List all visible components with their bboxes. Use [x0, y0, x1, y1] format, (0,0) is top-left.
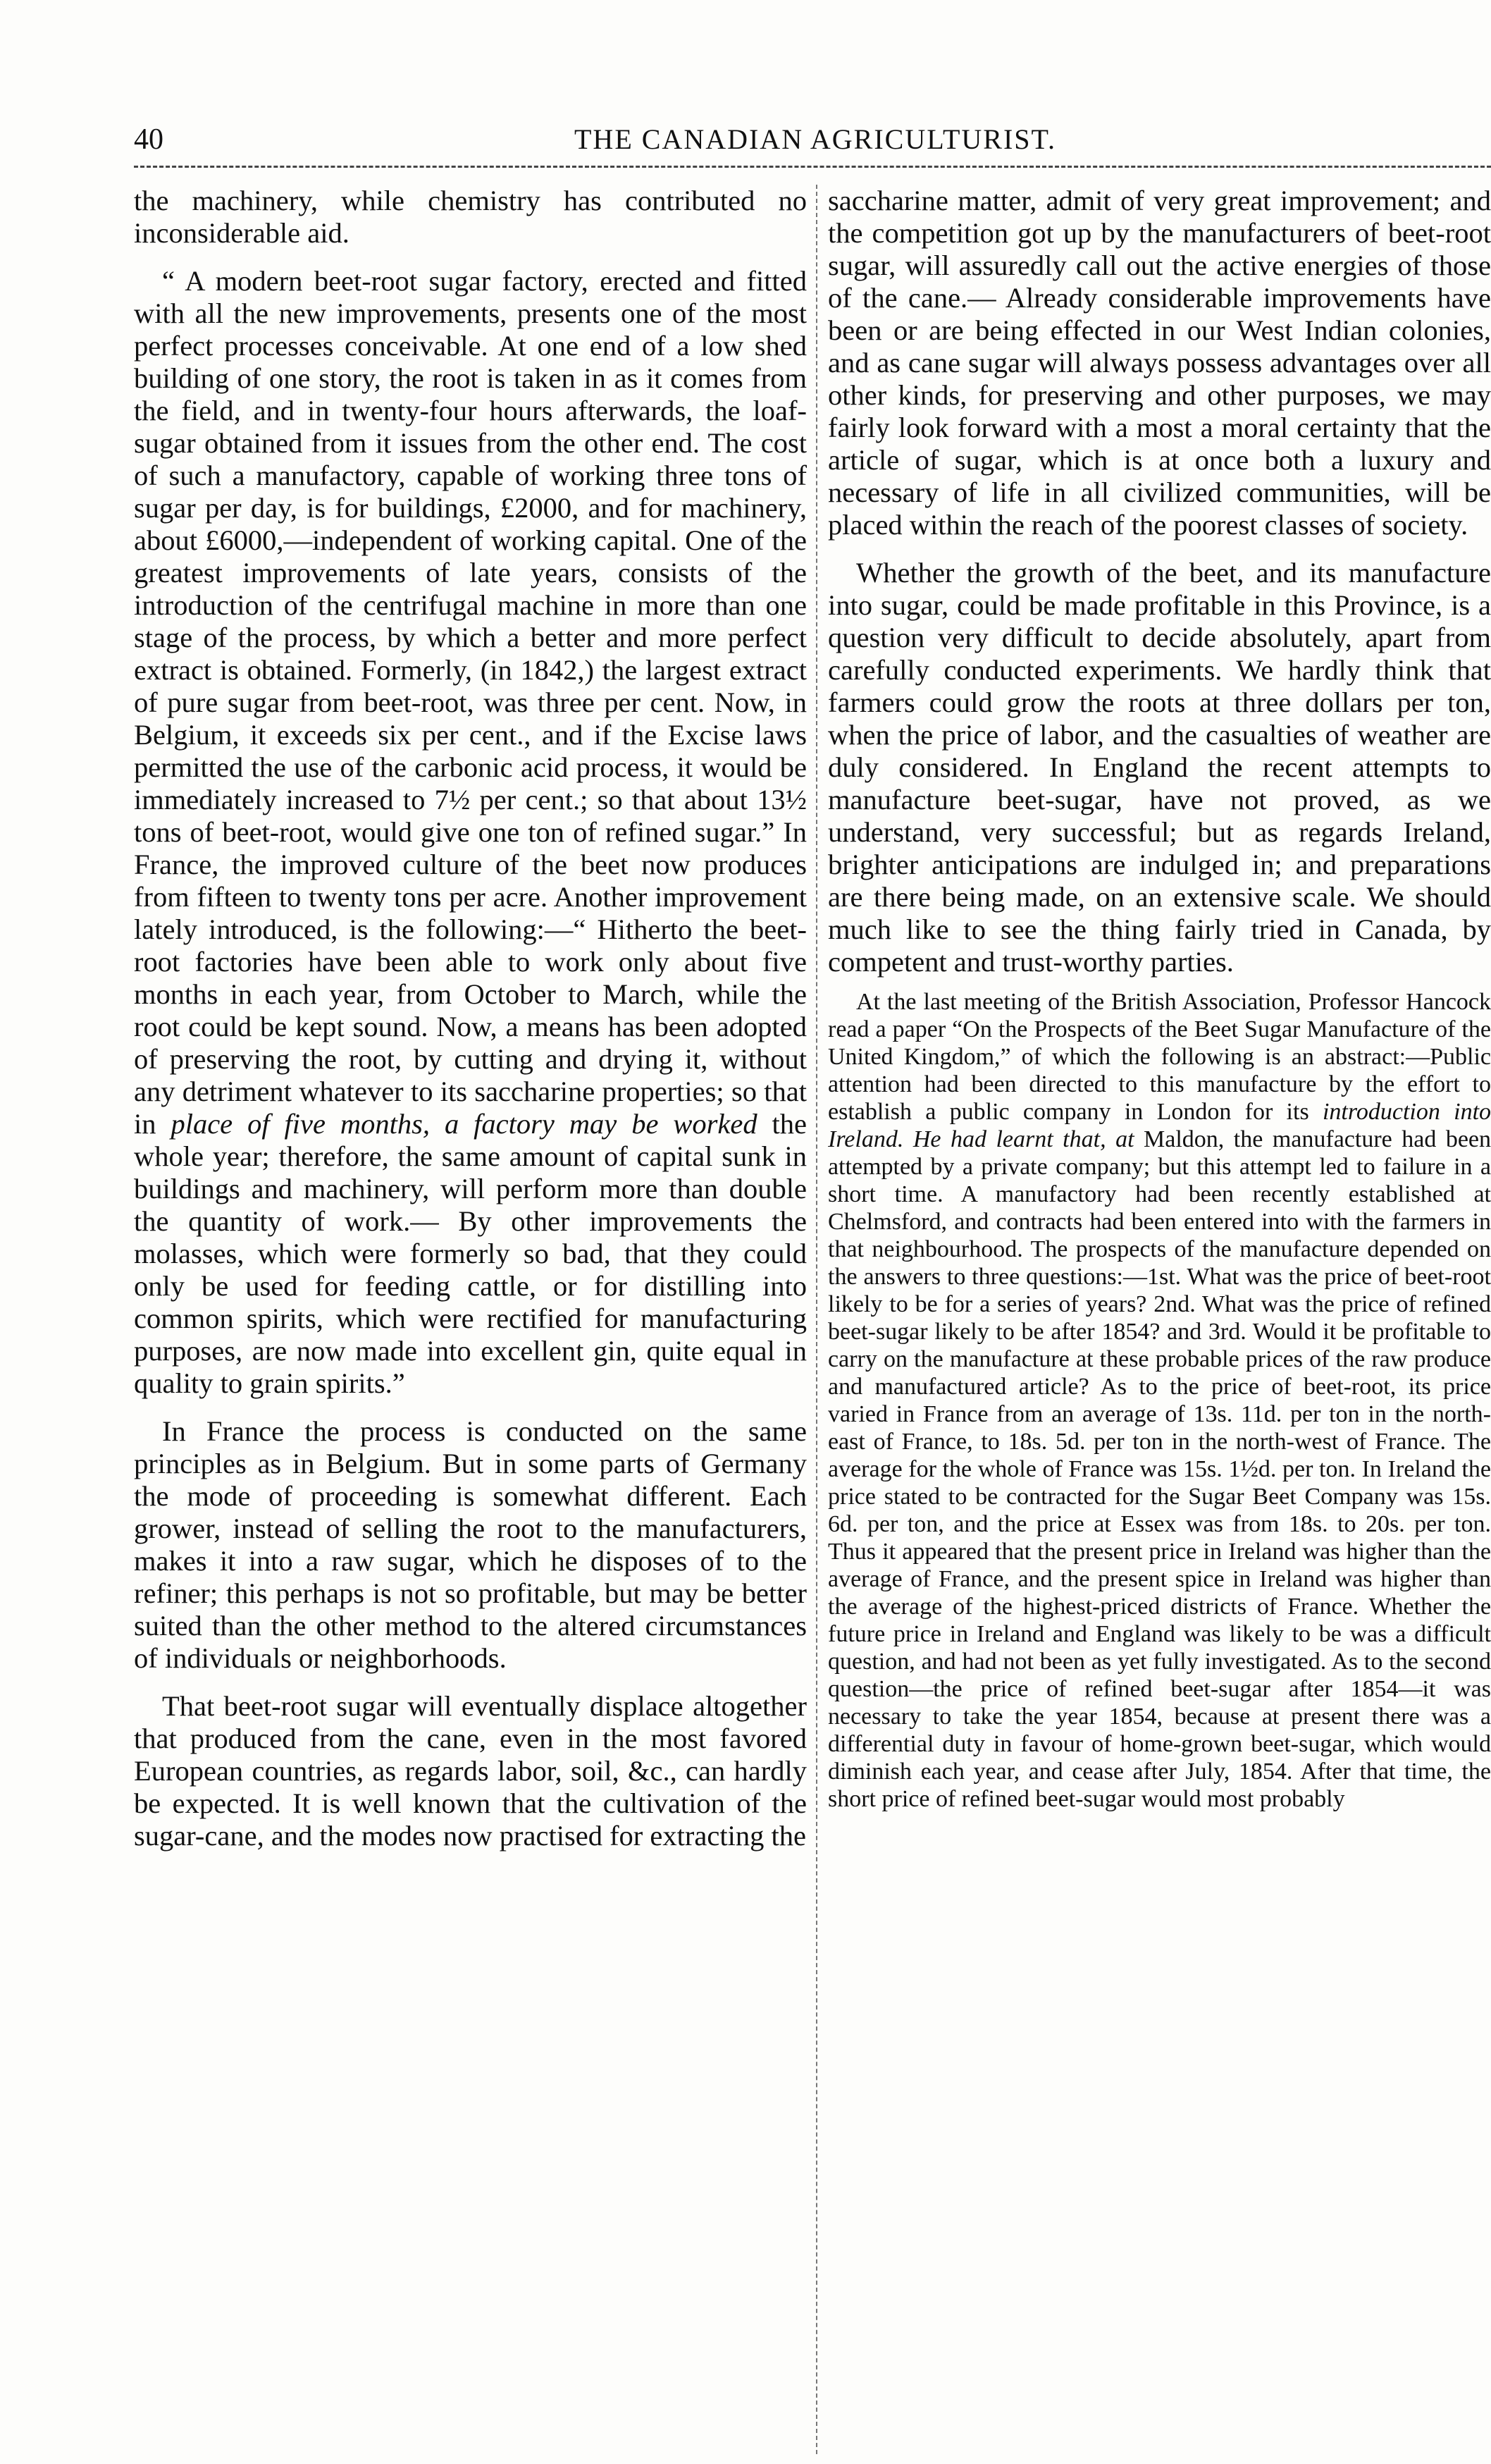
abstract-block — [828, 988, 1491, 1813]
paragraph-text: the whole year; therefore, the same amount of capital sunk in buildings and machinery, will perform more than double the quantity of work.— By other improvements the molasses, which were formerly so bad, that they could only be used for feeding cattle, or for distilling into common spirits, which were rectified for manufacturing purposes, are now made into excellent gin, quite equal in quality to grain spirits.” — [134, 1108, 807, 1399]
column-divider — [816, 185, 817, 2454]
italic-phrase: place of five months, a factory may be worked — [171, 1108, 757, 1140]
abstract-paragraph — [828, 988, 1491, 1813]
italic-phrase: introduction into Ireland. He had learnt that, at — [828, 1099, 1491, 1152]
running-title: THE CANADIAN AGRICULTURIST. — [574, 123, 1056, 155]
paragraph-text: Maldon, the manufacture had been attempted by a private company; but this attempt led to failure in a short time. A manufactory had been recently established at Chelmsford, and contracts had been entered into with the farmers in that neighbourhood. The prospects of the manufacture depended on the answers to three questions:—1st. What was the price of beet-root likely to be for a series of years? 2nd. What was the price of refined beet-sugar likely to be after 1854? and 3rd. Would it be profitable to carry on the manufacture at these probable prices of the raw produce and manufactured article? As to the price of beet-root, its price varied in France from an average of 13s. 11d. per ton in the north-east of France, to 18s. 5d. per ton in the north-west of France. The average for the whole of France was 15s. 1½d. per ton. In Ireland the price stated to be contracted for the Sugar Beet Company was 15s. 6d. per ton, and the price at Essex was from 18s. to 20s. per ton. Thus it appeared that the present price in Ireland was higher than the average of France, and the present spice in Ireland was higher than the average of the highest-priced districts of France. Whether the future price in Ireland and England was likely to be was a difficult question, and had not been as yet fully investigated. As to the second question—the price of refined beet-sugar after 1854—it was necessary to take the year 1854, because at present there was a differential duty in favour of home-grown beet-sugar, which would diminish each year, and cease after July, 1854. After that time, the short price of refined beet-sugar would most probably — [828, 1126, 1491, 1812]
paragraph-text: At the last meeting of the British Association, Professor Hancock read a paper “On the Prospects of the Beet Sugar Manufacture of the United Kingdom,” of which the following is an abstract:—Public attention had been directed to this manufacture by the effort to establish a public company in London for its — [828, 989, 1491, 1125]
right-column — [828, 185, 1491, 2461]
paragraph: the machinery, while chemistry has contributed no inconsiderable aid. — [134, 185, 807, 249]
page-number: 40 — [134, 123, 163, 156]
paragraph-text: “ A modern beet-root sugar factory, erected and fitted with all the new improvements, presents one of the most perfect processes conceivable. At one end of a low shed building of one story, the root is taken in as it comes from the field, and in twenty-four hours afterwards, the loaf-sugar obtained from it issues from the other end. The cost of such a manufactory, capable of working three tons of sugar per day, is for buildings, £2000, and for machinery, about £6000,—independent of working capital. One of the greatest improvements of late years, consists of the introduction of the centrifugal machine in more than one stage of the process, by which a better and more perfect extract is obtained. Formerly, (in 1842,) the largest extract of pure sugar from beet-root, was three per cent. Now, in Belgium, it exceeds six per cent., and if the Excise laws permitted the use of the carbonic acid process, it would be immediately increased to 7½ per cent.; so that about 13½ tons of beet-root, would give one ton of refined sugar.” In France, the improved culture of the beet now produces from fifteen to twenty tons per acre. Another improvement lately introduced, is the following:—“ Hitherto the beet-root factories have been able to work only about five months in each year, from October to March, while the root could be kept sound. Now, a means has been adopted of preserving the root, by cutting and drying it, without any detriment whatever to its saccharine properties; so that in — [134, 265, 807, 1140]
paragraph: That beet-root sugar will eventually displace altogether that produced from the cane, even in the most favored European countries, as regards labor, soil, &c., can hardly be expected. It is well known that the cultivation of the sugar-cane, and the modes now practised for extracting the — [134, 1690, 807, 1852]
header-rule — [134, 166, 1491, 168]
quoted-paragraph — [134, 265, 807, 1400]
paragraph: saccharine matter, admit of very great improvement; and the competition got up by the manufacturers of beet-root sugar, will assuredly call out the active energies of those of the cane.— Already considerable improvements have been or are being effected in our West Indian colonies, and as cane sugar will always possess advantages over all other kinds, for preserving and other purposes, we may fairly look forward with a most a moral certainty that the article of sugar, which is at once both a luxury and necessary of life in all civilized communities, will be placed within the reach of the poorest classes of society. — [828, 185, 1491, 541]
paragraph: In France the process is conducted on the same principles as in Belgium. But in some parts of Germany the mode of proceeding is somewhat different. Each grower, instead of selling the root to the manufacturers, makes it into a raw sugar, which he disposes of to the refiner; this perhaps is not so profitable, but may be better suited than the other method to the altered circumstances of individuals or neighborhoods. — [134, 1415, 807, 1674]
page-header — [134, 118, 1491, 161]
left-column — [134, 185, 807, 2461]
paragraph: Whether the growth of the beet, and its manufacture into sugar, could be made profitable in this Province, is a question very difficult to decide absolutely, apart from carefully conducted experiments. We hardly think that farmers could grow the roots at three dollars per ton, when the price of labor, and the casualties of weather are duly considered. In England the recent attempts to manufacture beet-sugar, have not proved, as we understand, very successful; but as regards Ireland, brighter anticipations are indulged in; and preparations are there being made, on an extensive scale. We should much like to see the thing fairly tried in Canada, by competent and trust-worthy parties. — [828, 557, 1491, 978]
